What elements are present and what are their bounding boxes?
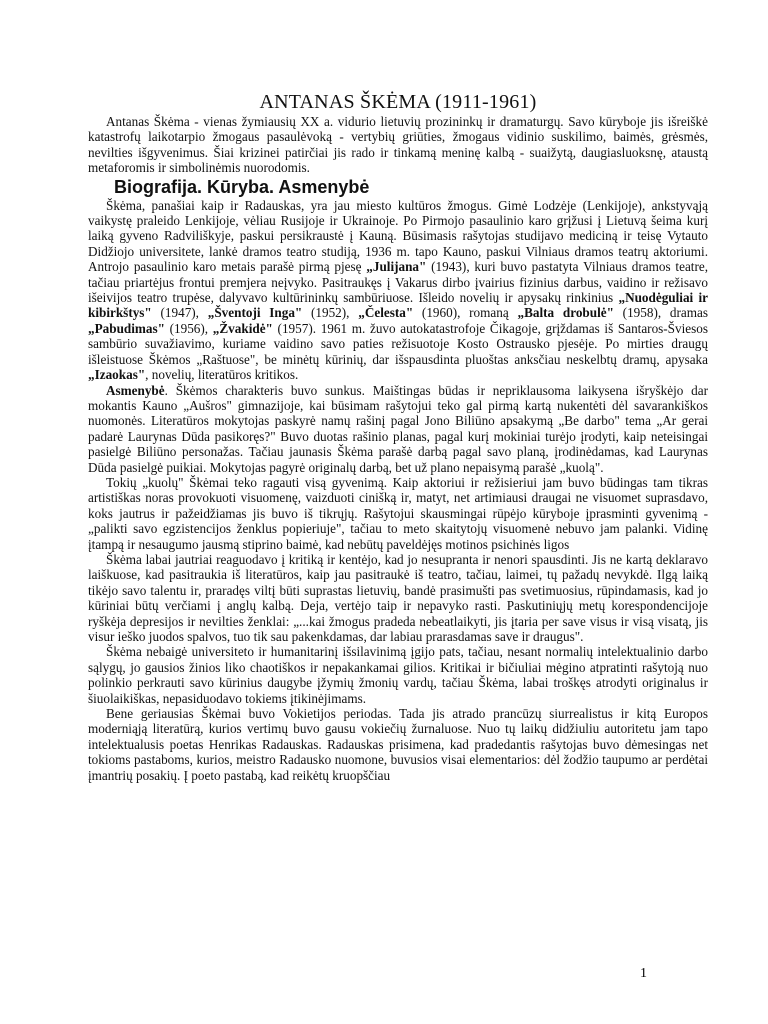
- document-page: [88, 90, 708, 783]
- work-title: „Šventoji Inga": [207, 305, 303, 321]
- work-title: „Nuodėguliai ir kibirkštys": [88, 290, 709, 321]
- biography-paragraph: Škėma, panašiai kaip ir Radauskas, yra jau miesto kultūros žmogus. Gimė Lodzėje (Lenkijoje), ankstyvąją vaikystę praleido Lenkijoje, vėliau Rusijoje ir Ukrainoje. Po Pirmojo pasaulinio karo grįžusi į Lietuvą šeima kurį laiką gyveno Radviliškyje, paskui persikraustė į Kauną. Būsimasis rašytojas studijavo mediciną ir teisę Vytauto Didžiojo universitete, lankė dramos teatro studiją, 1936 m. tapo Kauno, paskui Vilniaus dramos teatrų aktoriumi. Antrojo pasaulinio karo metais parašė pirmą pjesę „Julijana" (1943), kuri buvo pastatyta Vilniaus dramos teatre, tačiau priartėjus frontui premjera neįvyko. Pasitraukęs į Vakarus dirbo įvairius fizinius darbus, vaidino ir režisavo išeivijos teatro trupėse, dalyvavo kultūrininkų sambūriuose. Išleido novelių ir apysakų rinkinius „Nuodėguliai ir kibirkštys" (1947), „Šventoji Inga" (1952), „Čelesta" (1960), romaną „Balta drobulė" (1958), dramas „Pabudimas" (1956), „Žvakidė" (1957). 1961 m. žuvo autokatastrofoje Čikagoje, grįždamas iš Santaros-Šviesos sambūrio suvažiavimo, kuriame vaidino savo paties režisuotoje Kosto Ostrausko pjesėje. Po mirties draugų išleistuose Škėmos „Raštuose", be minėtų kūrinių, dar išspausdinta pluoštas anksčiau neskelbtų dramų, apysaka „Izaokas", novelių, literatūros kritikos.: [88, 197, 709, 383]
- paragraph-kuolai: Tokių „kuolų" Škėmai teko ragauti visą gyvenimą. Kaip aktoriui ir režisieriui jam buvo būdingas tam tikras artistiškas noras provokuoti visuomenę, vaizduoti cinišką ir, matyt, net artimiausi draugai ne visuomet suprasdavo, koks jautrus ir pažeidžiamas jis buvo iš tikrųjų. Rašytojui skausmingai rūpėjo kūryboje įprasminti gyvenimą - „palikti savo egzistencijos ženklus popieriuje", tačiau to meto skaitytojų visuomenė nebuvo jam palanki. Vidinę įtampą ir nesaugumo jausmą stiprino baimė, kad nebūtų paveldėjęs motinos psichinės ligos: [88, 474, 708, 552]
- work-title: „Čelesta": [358, 305, 414, 321]
- personality-label: Asmenybė: [106, 382, 165, 398]
- page-number: 1: [640, 966, 647, 981]
- document-title: ANTANAS ŠKĖMA (1911-1961): [259, 91, 537, 113]
- paragraph-criticism: Škėma labai jautriai reaguodavo į kritiką ir kentėjo, kad jo nesupranta ir nenori spausdinti. Jis ne kartą deklaravo laiškuose, kad pasitraukia iš literatūros, kaip jau pasitraukė iš teatro, tačiau, laimei, tų pažadų nevykdė. Ilgą laiką tikėjo savo talentu ir, praradęs viltį būti suprastas lietuvių, bandė prasimušti pas svetimuosius, rūpindamasis, kad jo kūriniai būtų verčiami į anglų kalbą. Deja, vertėjo taip ir nepavyko rasti. Paskutiniųjų metų korespondencijoje ryškėja depresijos ir nevilties ženklai: „...kai žmogus pradeda nebeatlaikyti, jis įtaria per save visus ir visą visatą, jis visur ieško juodos spalvos, tuo tik sau pakenkdamas, dar labiau prarasdamas save ir draugus".: [88, 551, 708, 644]
- work-title: „Pabudimas": [88, 320, 165, 336]
- personality-paragraph: Asmenybė. Škėmos charakteris buvo sunkus. Maištingas būdas ir nepriklausoma laikysena išryškėjo dar mokantis Kauno „Aušros" gimnazijoje, kai būsimam rašytojui teko gal pirmą kartą nukentėti dėl savarankiškos nuomonės. Literatūros mokytojas paskyrė namų rašinį pagal Jono Biliūno apsakymą „Be darbo" tema „Ar gerai padarė Laurynas Dūda pasikoręs?" Buvo duotas rašinio planas, pagal kurį mokiniai turėjo įrodyti, kaip neteisingai pasielgė Biliūno personažas. Tačiau jaunasis Škėma parašė darbą pagal savo planą, įrodinėdamas, kad Laurynas Dūda pasielgė puikiai. Mokytojas pagyrė originalų darbą, bet už plano nepaisymą parašė „kuolą".: [88, 382, 708, 475]
- work-title: „Balta drobulė": [517, 305, 614, 321]
- section-heading: Biografija. Kūryba. Asmenybė: [114, 176, 370, 197]
- work-title: „Julijana": [366, 259, 427, 275]
- work-title: „Žvakidė": [212, 320, 273, 336]
- paragraph-education: Škėma nebaigė universiteto ir humanitarinį išsilavinimą įgijo pats, tačiau, nesant normalių intelektualinio darbo sąlygų, jo gausios žinios liko chaotiškos ir nepakankamai gilios. Kritikai ir bičiuliai mėgino atpratinti rašytoją nuo polinkio perkrauti savo kūrinius daugybe įžymių žmonių vardų, tačiau Škėma, labai troškęs atrodyti originalus ir šiuolaikiškas, nepasiduodavo tokiems įtikinėjimams.: [88, 644, 708, 706]
- intro-paragraph: Antanas Škėma - vienas žymiausių XX a. vidurio lietuvių prozininkų ir dramaturgų. Savo kūryboje jis išreiškė katastrofų laikotarpio žmogaus pasaulėvoką - vertybių griūties, žmogaus vidinio suskilimo, baimės, grėsmės, nevilties išgyvenimus. Šiai krizinei patirčiai jis rado ir tinkamą meninę kalbą - suaižytą, daugiasluoksnę, ataustą metaforomis ir simbolinėmis nuorodomis.: [88, 114, 708, 176]
- work-title: „Izaokas": [88, 367, 146, 383]
- paragraph-germany: Bene geriausias Škėmai buvo Vokietijos periodas. Tada jis atrado prancūzų siurrealistus ir kitą Europos moderniąją literatūrą, kurios vertimų buvo gausu vokiečių žurnaluose. Nuo tų laikų didžiuliu autoritetu jam tapo intelektualusis poetas Henrikas Radauskas. Radauskas prisimena, kad pradedantis rašytojas buvo dėmesingas net tokioms pastaboms, kurios, meistro Radausko nuomone, buvusios visai elementarios: dėl žodžio taupumo ar perdėtai įmantrių posakių. Į poeto pastabą, kad reikėtų kruopščiau: [88, 706, 708, 783]
